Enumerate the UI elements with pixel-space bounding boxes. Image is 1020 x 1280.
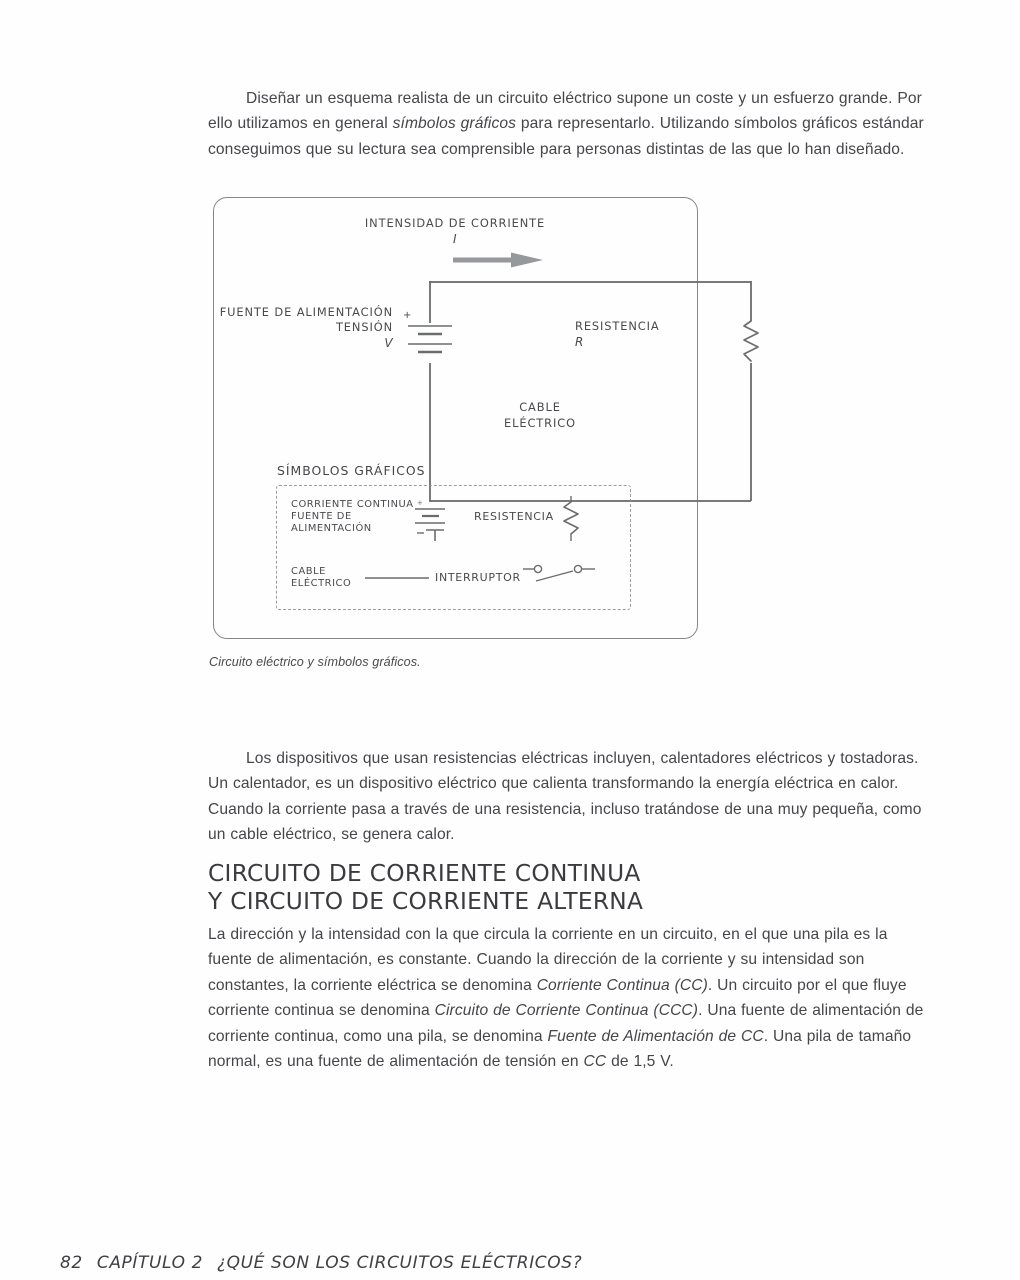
current-direction-arrow bbox=[453, 251, 545, 269]
legend-resistencia: RESISTENCIA bbox=[474, 510, 554, 523]
dcac-text-part3: . Una fuente de alimentación de corriente continua, como una pila, se denomina bbox=[208, 1002, 924, 1045]
paragraph-devices-container bbox=[208, 746, 930, 848]
footer-chapter: CAPÍTULO 2 bbox=[96, 1253, 203, 1273]
page-footer bbox=[60, 1253, 582, 1273]
label-resistance-symbol-R: R bbox=[575, 335, 584, 349]
label-resistencia: RESISTENCIA bbox=[575, 319, 660, 333]
footer-page-number: 82 bbox=[60, 1253, 83, 1273]
label-current-symbol-I: I bbox=[452, 232, 458, 246]
svg-text:+: + bbox=[417, 499, 423, 507]
legend-interruptor: INTERRUPTOR bbox=[435, 571, 521, 584]
dcac-text-part5: de 1,5 V. bbox=[606, 1053, 674, 1071]
dcac-italic-corriente-continua: Corriente Continua (CC) bbox=[536, 976, 708, 994]
paragraph-dc-ac bbox=[208, 922, 930, 1074]
legend-switch-symbol bbox=[523, 563, 599, 587]
paragraph-intro-container bbox=[208, 86, 930, 162]
dcac-italic-circuito-corriente-continua: Circuito de Corriente Continua (CCC) bbox=[434, 1002, 699, 1020]
figure-caption: Circuito eléctrico y símbolos gráficos. bbox=[209, 655, 421, 669]
label-cable: CABLE bbox=[519, 400, 561, 414]
figure-circuit-and-symbols bbox=[213, 197, 698, 639]
paragraph-dc-ac-container bbox=[208, 922, 930, 1074]
intro-text-part2: para representarlo. Utilizando símbolos gráficos estándar conseguimos que su lectura sea comprensible para personas distintas de las que lo han diseñado. bbox=[208, 115, 924, 158]
intro-text-part1: Diseñar un esquema realista de un circuito eléctrico supone un coste y un esfuerzo grande. Por ello utilizamos en general bbox=[208, 90, 922, 133]
dcac-italic-cc: CC bbox=[583, 1053, 607, 1071]
legend-corriente-continua: CORRIENTE CONTINUA bbox=[291, 499, 414, 510]
legend-electrico: ELÉCTRICO bbox=[291, 578, 352, 589]
resistor-symbol-circuit bbox=[740, 321, 762, 363]
label-voltage-symbol-V: V bbox=[384, 336, 393, 350]
wire-top bbox=[429, 281, 751, 283]
symbols-section-title: SÍMBOLOS GRÁFICOS bbox=[277, 463, 426, 478]
paragraph-devices: Los dispositivos que usan resistencias eléctricas incluyen, calentadores eléctricos y tostadoras. Un calentador, es un dispositivo eléctrico que calienta transformando la energía eléctrica en calor. Cuando la corriente pasa a través de una resistencia, incluso tratándose de una muy pequeña, como un cable eléctrico, se genera calor. bbox=[208, 750, 922, 844]
wire-right-lower bbox=[750, 363, 752, 501]
wire-right-upper bbox=[750, 281, 752, 321]
dcac-text-part1: La dirección y la intensidad con la que circula la corriente en un circuito, en el que una pila es la fuente de alimentación, es constante. Cuando la dirección de la corriente y su intensidad son constantes, la corriente eléctrica se denomina bbox=[208, 926, 888, 994]
paragraph-intro bbox=[208, 86, 930, 162]
wire-left-lower bbox=[429, 363, 431, 501]
section-heading-line-2: Y CIRCUITO DE CORRIENTE ALTERNA bbox=[208, 887, 644, 915]
label-tension: TENSIÓN bbox=[335, 320, 393, 334]
legend-resistor-symbol bbox=[560, 496, 582, 542]
legend-fuente-de: FUENTE DE bbox=[291, 511, 352, 522]
legend-wire-symbol bbox=[365, 575, 429, 581]
footer-chapter-title: ¿QUÉ SON LOS CIRCUITOS ELÉCTRICOS? bbox=[216, 1253, 583, 1273]
label-intensidad-de-corriente: INTENSIDAD DE CORRIENTE bbox=[364, 216, 546, 230]
legend-alimentacion: ALIMENTACIÓN bbox=[291, 523, 372, 534]
dcac-text-part2: . Un circuito por el que fluye corriente continua se denomina bbox=[208, 976, 907, 1020]
dcac-italic-fuente-alimentacion-cc: Fuente de Alimentación de CC bbox=[547, 1027, 764, 1045]
legend-cable: CABLE bbox=[291, 566, 326, 577]
section-heading bbox=[208, 859, 930, 915]
legend-battery-symbol bbox=[411, 497, 451, 543]
battery-symbol-circuit bbox=[399, 319, 461, 367]
dcac-text-part4: . Una pila de tamaño normal, es una fuente de alimentación de tensión en bbox=[208, 1027, 912, 1071]
label-fuente-de-alimentacion: FUENTE DE ALIMENTACIÓN bbox=[219, 305, 393, 319]
wire-left-upper bbox=[429, 281, 431, 323]
battery-plus-sign: + bbox=[403, 310, 412, 321]
section-heading-line-1: CIRCUITO DE CORRIENTE CONTINUA bbox=[208, 859, 641, 887]
intro-italic-simbolos-graficos: símbolos gráficos bbox=[392, 115, 517, 133]
label-electrico: ELÉCTRICO bbox=[504, 416, 576, 430]
